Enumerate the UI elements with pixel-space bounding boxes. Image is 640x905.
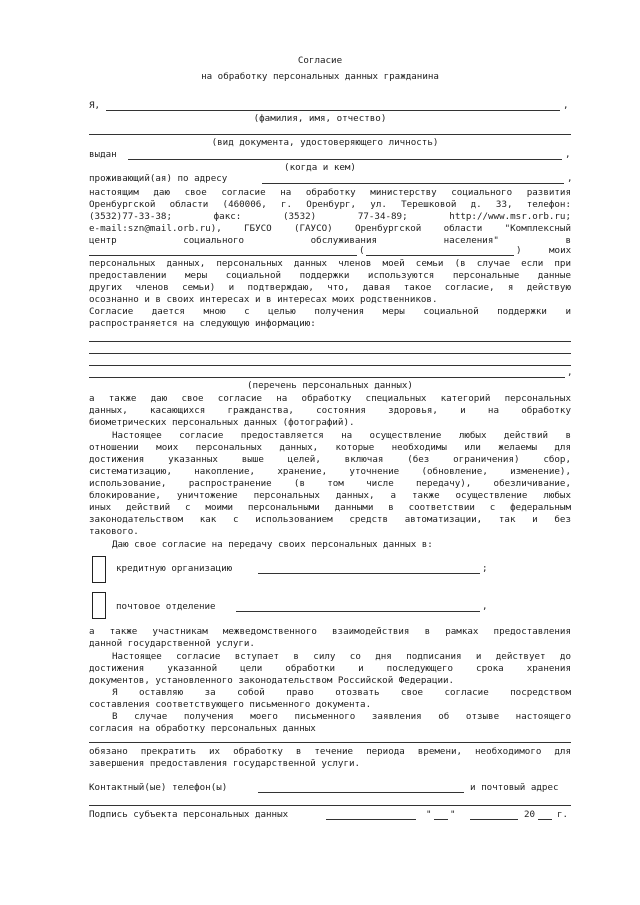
revoke-line: Я оставляю за собой право отозвать свое согласие посредством [112, 687, 571, 698]
personal-line: персональных данных, персональных данных членов моей семьи (в случае если при [89, 258, 571, 269]
phone-field[interactable] [258, 792, 464, 793]
obliged-line: завершения предоставления государственной услуги. [89, 758, 361, 769]
validity-line: документов, установленного законодательством Российской Федерации. [89, 675, 455, 686]
actions-line: отношении моих персональных данных, которые необходимы или желаемы для [89, 442, 571, 453]
personal-line: Согласие дается мною с целью получения меры социальной поддержки и [89, 306, 571, 317]
info-list-line[interactable] [89, 377, 565, 378]
ya-label: Я, [89, 100, 101, 111]
moih-label: моих [549, 245, 572, 256]
info-list-comma: , [567, 367, 573, 378]
credit-field[interactable] [258, 573, 480, 574]
actions-line: Настоящее согласие предоставляется на осуществление любых действий в [112, 430, 571, 441]
center-name-field[interactable] [89, 255, 357, 256]
post-label: почтовое отделение [116, 601, 216, 612]
actions-line: достижения указанных выше целей, включая (без ограничения) сбор, [89, 454, 571, 465]
year-field[interactable] [538, 819, 552, 820]
fio-comma: , [563, 100, 569, 111]
signature-label: Подпись субъекта персональных данных [89, 809, 289, 820]
consent-line: e-mail:szn@mail.orb.ru), ГБУСО (ГАУСО) Оренбургской области "Комплексный [89, 223, 571, 234]
day-field[interactable] [434, 819, 448, 820]
post-field[interactable] [236, 611, 480, 612]
interagency-line: данной государственной услуги. [89, 638, 255, 649]
actions-line: законодательством как с использованием средств автоматизации, так и без [89, 514, 571, 525]
consent-line: центр социального обслуживания населения" в [89, 235, 571, 246]
consent-line: настоящим даю свое согласие на обработку министерству социального развития [89, 187, 571, 198]
consent-line: Оренбургской области (460006, г. Оренбург, ул. Терешковой д. 33, телефон: [89, 199, 571, 210]
quote-close: " [450, 809, 456, 820]
transfer-intro: Даю свое согласие на передачу своих персональных данных в: [112, 539, 433, 550]
actions-line: блокирование, уничтожение персональных данных, а также осуществление любых [89, 490, 571, 501]
withdraw-line: согласия на обработку персональных данных [89, 723, 316, 734]
postal-address-field[interactable] [89, 805, 571, 806]
issued-comma: , [565, 149, 571, 160]
document-field[interactable] [89, 134, 571, 135]
address-comma: , [567, 173, 573, 184]
personal-line: распространяется на следующую информацию: [89, 318, 316, 329]
revoke-line: составления соответствующего письменного документа. [89, 699, 372, 710]
special-line: биометрических персональных данных (фотографий). [89, 417, 355, 428]
info-list-line[interactable] [89, 353, 571, 354]
personal-line: других членов семьи) и подтверждаю, что, давая такое согласие, я действую [89, 282, 571, 293]
organization-field[interactable] [89, 742, 571, 743]
actions-line: использование, распространение (в том числе передачу), обезличивание, [89, 478, 571, 489]
info-list-line[interactable] [89, 341, 571, 342]
special-line: данных, касающихся гражданства, состояния здоровья, и на обработку [89, 405, 571, 416]
month-field[interactable] [470, 819, 518, 820]
postal-label: и почтовый адрес [470, 782, 559, 793]
address-field[interactable] [262, 183, 564, 184]
actions-line: иных действий с моими персональными данными в соответствии с федеральным [89, 502, 571, 513]
obliged-line: обязано прекратить их обработку в течение периода времени, необходимого для [89, 746, 571, 757]
fio-hint: (фамилия, имя, отчество) [253, 113, 387, 124]
credit-end: ; [482, 563, 488, 574]
issued-label: выдан [89, 149, 117, 160]
validity-line: Настоящее согласие вступает в силу со дня подписания и действует до [112, 651, 571, 662]
info-list-hint: (перечень персональных данных) [247, 380, 413, 391]
consent-line: (3532)77-33-38; факс: (3532) 77-34-89; http://www.msr.orb.ru; [89, 211, 571, 222]
paren-open: ( [359, 245, 365, 256]
address-label: проживающий(ая) по адресу [89, 173, 228, 184]
signature-field[interactable] [326, 819, 416, 820]
validity-line: достижения указанной цели обработки и последующего срока хранения [89, 663, 571, 674]
credit-label: кредитную организацию [116, 563, 233, 574]
interagency-line: а также участникам межведомственного взаимодействия в рамках предоставления [89, 626, 571, 637]
withdraw-line: В случае получения моего письменного заявления об отзыве настоящего [112, 711, 571, 722]
post-checkbox[interactable] [92, 592, 106, 619]
issued-hint: (когда и кем) [284, 162, 356, 173]
document-title: Согласие [297, 55, 343, 66]
personal-line: предоставлении меры социальной поддержки используются персональные данные [89, 270, 571, 281]
contact-label: Контактный(ые) телефон(ы) [89, 782, 228, 793]
paren-close: ) [516, 245, 522, 256]
info-list-line[interactable] [89, 365, 571, 366]
actions-line: систематизацию, накопление, хранение, уточнение (обновление, изменение), [89, 466, 571, 477]
quote-open: " [426, 809, 432, 820]
actions-line: такового. [89, 526, 139, 537]
special-line: а также даю свое согласие на обработку специальных категорий персональных [89, 393, 571, 404]
personal-line: осознанно и в своих интересах и в интересах моих родственников. [89, 294, 438, 305]
document-subtitle: на обработку персональных данных гражданина [201, 71, 439, 82]
year-suffix: г. [557, 809, 569, 820]
center-extra-field[interactable] [366, 255, 514, 256]
post-end: , [482, 601, 488, 612]
document-hint: (вид документа, удостоверяющего личность) [211, 137, 439, 148]
credit-checkbox[interactable] [92, 556, 106, 583]
year-prefix: 20 [524, 809, 536, 820]
issued-field[interactable] [128, 159, 562, 160]
fio-field[interactable] [106, 110, 560, 111]
